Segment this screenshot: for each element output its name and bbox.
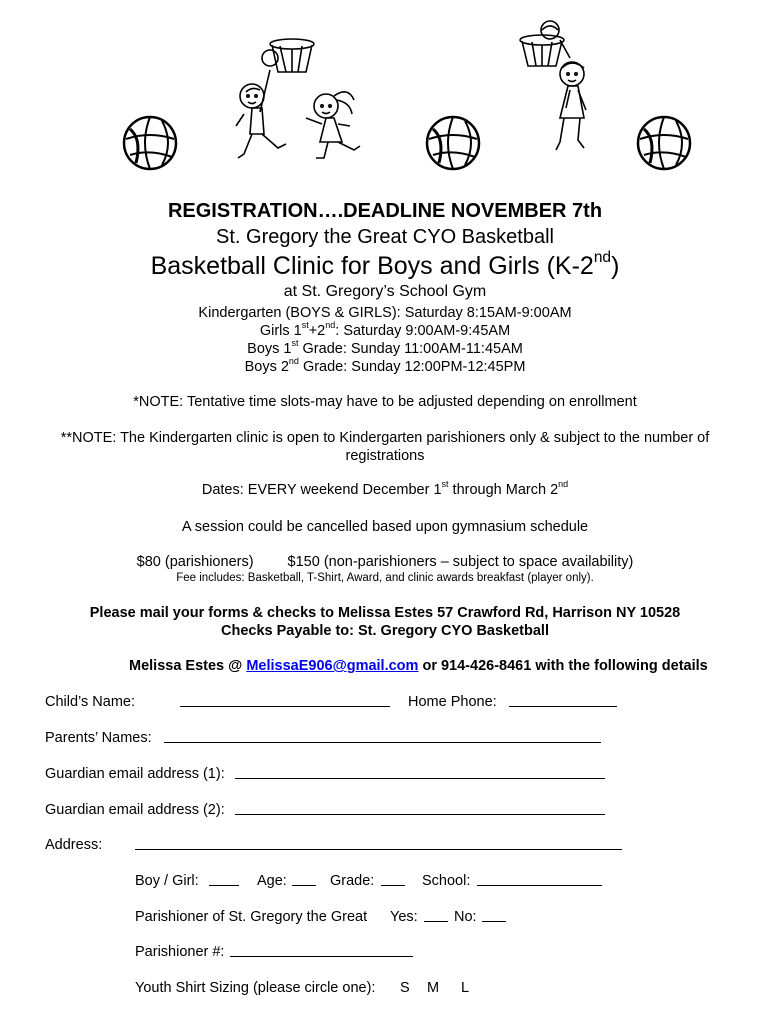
child-name-field[interactable] — [180, 694, 390, 711]
shirt-size-label: Youth Shirt Sizing (please circle one): — [135, 980, 376, 996]
schedule-boys-2nd: Boys 2nd Grade: Sunday 12:00PM-12:45PM — [244, 355, 526, 375]
guardian-email-1-field[interactable] — [235, 766, 605, 783]
basketball-icon — [122, 115, 178, 171]
school-field[interactable] — [477, 873, 602, 890]
fees-line — [0, 554, 770, 570]
note-kindergarten: **NOTE: The Kindergarten clinic is open to Kindergarten parishioners only & subject to the number of — [60, 430, 710, 446]
home-phone-field[interactable] — [509, 694, 617, 711]
parishioner-question: Parishioner of St. Gregory the Great — [135, 909, 368, 925]
parents-names-label: Parents’ Names: — [45, 730, 152, 746]
basketball-icon — [636, 115, 692, 171]
clinic-title: Basketball Clinic for Boys and Girls (K-2nd) — [150, 249, 620, 280]
parishioner-number-label: Parishioner #: — [135, 944, 225, 960]
mail-instructions: Please mail your forms & checks to Melissa Estes 57 Crawford Rd, Harrison NY 10528 — [89, 605, 681, 621]
kids-playing-illustration — [230, 30, 390, 165]
no-field[interactable] — [482, 909, 506, 926]
boy-girl-label: Boy / Girl: — [135, 873, 199, 889]
contact-line: Melissa Estes @ MelissaE906@gmail.com or 914-426-8461 with the following details — [129, 658, 708, 674]
guardian-email-2-field[interactable] — [235, 802, 605, 819]
contact-email-link[interactable]: MelissaE906@gmail.com — [246, 658, 419, 674]
shirt-size-m[interactable]: M — [427, 980, 440, 996]
parishioner-number-field[interactable] — [230, 944, 413, 961]
address-label: Address: — [45, 837, 103, 853]
checks-payable: Checks Payable to: St. Gregory CYO Basketball — [221, 623, 549, 639]
schedule-boys-1st: Boys 1st Grade: Sunday 11:00AM-11:45AM — [247, 337, 523, 357]
guardian-email-1-label: Guardian email address (1): — [45, 766, 225, 782]
no-label: No: — [454, 909, 477, 925]
fee-includes: Fee includes: Basketball, T-Shirt, Award, and clinic awards breakfast (player only). — [176, 572, 594, 584]
deadline-title: REGISTRATION….DEADLINE NOVEMBER 7th — [167, 200, 603, 222]
clinic-location: at St. Gregory’s School Gym — [283, 283, 487, 300]
boy-girl-field[interactable] — [209, 873, 239, 890]
dates-line: Dates: EVERY weekend December 1st through March 2nd — [201, 478, 569, 498]
school-label: School: — [422, 873, 471, 889]
age-label: Age: — [257, 873, 287, 889]
address-field[interactable] — [135, 837, 622, 854]
yes-label: Yes: — [390, 909, 418, 925]
shirt-size-l[interactable]: L — [461, 980, 470, 996]
grade-field[interactable] — [381, 873, 405, 890]
cancel-note: A session could be cancelled based upon gymnasium schedule — [181, 519, 589, 535]
fee-non-parishioners: $150 (non-parishioners – subject to space availability) — [287, 554, 634, 570]
grade-label: Grade: — [330, 873, 375, 889]
home-phone-label: Home Phone: — [408, 694, 497, 710]
age-field[interactable] — [292, 873, 316, 890]
guardian-email-2-label: Guardian email address (2): — [45, 802, 225, 818]
parents-names-field[interactable] — [164, 730, 601, 747]
shirt-size-s[interactable]: S — [400, 980, 410, 996]
schedule-girls: Girls 1st+2nd: Saturday 9:00AM-9:45AM — [259, 319, 511, 339]
yes-field[interactable] — [424, 909, 448, 926]
dunking-player-illustration — [512, 18, 612, 168]
fee-parishioners: $80 (parishioners) — [136, 554, 254, 570]
note-tentative: *NOTE: Tentative time slots-may have to be adjusted depending on enrollment — [133, 394, 637, 410]
org-name: St. Gregory the Great CYO Basketball — [216, 226, 554, 248]
basketball-icon — [425, 115, 481, 171]
schedule-kindergarten: Kindergarten (BOYS & GIRLS): Saturday 8:15AM-9:00AM — [198, 305, 572, 321]
child-name-label: Child’s Name: — [45, 694, 135, 710]
note-kindergarten-cont: registrations — [345, 448, 425, 464]
